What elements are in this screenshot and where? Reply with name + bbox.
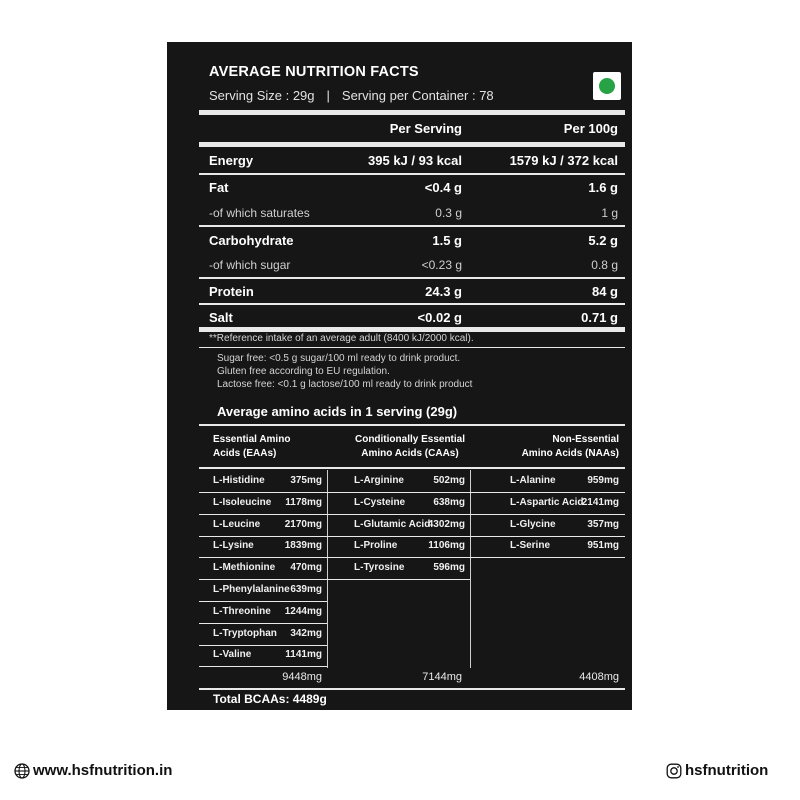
- amino-row-divider: [327, 492, 470, 493]
- amino-value: 639mg: [290, 584, 322, 595]
- divider-amino-top: [199, 424, 625, 426]
- amino-row-divider: [470, 514, 625, 515]
- label-title: AVERAGE NUTRITION FACTS: [209, 64, 419, 80]
- amino-row-divider: [327, 514, 470, 515]
- note-lactose-free: Lactose free: <0.1 g lactose/100 ml ready to drink product: [217, 379, 473, 390]
- amino-value: 502mg: [433, 475, 465, 486]
- amino-title: Average amino acids in 1 serving (29g): [217, 404, 458, 419]
- amino-name: L-Leucine: [213, 518, 261, 530]
- amino-value: 470mg: [290, 562, 322, 574]
- amino-name: L-Glycine: [510, 518, 556, 530]
- divider: [199, 303, 625, 305]
- reference-intake-note: **Reference intake of an average adult (8400 kJ/2000 kcal).: [209, 333, 474, 344]
- amino-name: L-Glutamic Acid: [354, 518, 431, 530]
- amino-total-non-essential: 4408mg: [579, 671, 619, 684]
- divider: [199, 173, 625, 175]
- servings-per-container: Serving per Container : 78: [341, 88, 494, 103]
- amino-row-divider: [199, 666, 327, 667]
- col-per-serving: Per Serving: [389, 120, 462, 136]
- amino-row-divider: [199, 623, 327, 624]
- vegetarian-mark-icon: [593, 72, 621, 100]
- amino-name: L-Isoleucine: [213, 496, 272, 508]
- amino-name: L-Phenylalanine: [213, 584, 290, 595]
- nutrition-row-sugar: -of which sugar <0.23 g 0.8 g: [209, 258, 618, 272]
- total-bcaas: Total BCAAs: 4489g: [213, 692, 327, 706]
- amino-name: L-Tryptophan: [213, 627, 277, 639]
- amino-name: L-Threonine: [213, 605, 271, 617]
- amino-total-conditional: 7144mg: [422, 671, 462, 684]
- website-text: www.hsfnutrition.in: [33, 762, 173, 779]
- amino-row-divider: [327, 536, 470, 537]
- amino-row-divider: [327, 579, 470, 580]
- amino-value: 1178mg: [285, 496, 322, 508]
- nutrition-row-fat: Fat <0.4 g 1.6 g: [209, 179, 618, 195]
- amino-name: L-Serine: [510, 540, 551, 552]
- amino-value: 596mg: [433, 562, 465, 574]
- amino-value: 638mg: [433, 496, 465, 508]
- amino-name: L-Proline: [354, 540, 398, 552]
- amino-value: 951mg: [587, 540, 619, 552]
- amino-row-divider: [470, 536, 625, 537]
- amino-row-divider: [470, 492, 625, 493]
- amino-row-divider: [199, 557, 327, 558]
- instagram-icon: [666, 763, 682, 779]
- amino-name: L-Lysine: [213, 540, 254, 552]
- nutrition-row-saturates: -of which saturates 0.3 g 1 g: [209, 206, 618, 220]
- amino-name: L-Alanine: [510, 475, 556, 486]
- col-per-100g: Per 100g: [563, 120, 618, 136]
- amino-value: 1839mg: [284, 540, 322, 552]
- amino-row-divider: [199, 492, 327, 493]
- divider-top: [199, 110, 625, 115]
- divider: [199, 347, 625, 348]
- amino-total-essential: 9448mg: [282, 671, 322, 684]
- amino-name: L-Cysteine: [354, 496, 406, 508]
- nutrition-row-carbohydrate: Carbohydrate 1.5 g 5.2 g: [209, 232, 618, 248]
- amino-row-divider: [199, 645, 327, 646]
- amino-name: L-Aspartic Acid: [510, 496, 584, 508]
- divider-bottom: [199, 327, 625, 332]
- nutrition-header-row: [209, 118, 618, 138]
- amino-value: 959mg: [587, 475, 619, 486]
- divider-totals: [199, 688, 625, 690]
- globe-icon: [14, 763, 30, 779]
- footer-website[interactable]: [14, 762, 172, 779]
- note-sugar-free: Sugar free: <0.5 g sugar/100 ml ready to drink product.: [217, 353, 461, 364]
- amino-value: 1141mg: [285, 649, 322, 661]
- vegetarian-dot: [599, 78, 615, 94]
- nutrition-row-energy: Energy 395 kJ / 93 kcal 1579 kJ / 372 kcal: [209, 152, 618, 168]
- amino-value: 2170mg: [284, 518, 322, 530]
- amino-name: L-Histidine: [213, 475, 265, 486]
- footer-instagram[interactable]: [666, 762, 768, 779]
- divider: [199, 277, 625, 279]
- amino-name: L-Valine: [213, 649, 252, 661]
- amino-row-divider: [327, 557, 470, 558]
- nutrition-row-salt: Salt <0.02 g 0.71 g: [209, 309, 618, 325]
- amino-value: 2141mg: [581, 496, 619, 508]
- amino-name: L-Tyrosine: [354, 562, 405, 574]
- serving-info: [209, 88, 494, 103]
- amino-value: 375mg: [290, 475, 322, 486]
- amino-row-divider: [199, 514, 327, 515]
- serving-separator: |: [326, 88, 330, 103]
- header-caas: Conditionally Essential Amino Acids (CAAs): [354, 434, 466, 459]
- amino-name: L-Arginine: [354, 475, 404, 486]
- amino-value: 342mg: [290, 627, 322, 639]
- nutrition-row-protein: Protein 24.3 g 84 g: [209, 283, 618, 299]
- amino-row-divider: [199, 579, 327, 580]
- instagram-text: hsfnutrition: [685, 762, 769, 779]
- divider-header: [199, 142, 625, 147]
- column-separator: [470, 470, 471, 668]
- divider: [199, 225, 625, 227]
- header-naas: Non-Essential Amino Acids (NAAs): [521, 434, 619, 459]
- divider-amino-header: [199, 467, 625, 469]
- note-gluten-free: Gluten free according to EU regulation.: [217, 366, 390, 377]
- serving-size: Serving Size : 29g: [209, 88, 315, 103]
- column-separator: [327, 470, 328, 668]
- amino-row-divider: [199, 536, 327, 537]
- header-eaas: Essential Amino Acids (EAAs): [213, 434, 291, 459]
- amino-row-divider: [199, 601, 327, 602]
- amino-row-divider: [470, 557, 625, 558]
- amino-value: 1106mg: [428, 540, 465, 552]
- amino-value: 357mg: [587, 518, 619, 530]
- amino-value: 1244mg: [284, 605, 322, 617]
- amino-name: L-Methionine: [213, 562, 276, 574]
- amino-value: 4302mg: [427, 518, 465, 530]
